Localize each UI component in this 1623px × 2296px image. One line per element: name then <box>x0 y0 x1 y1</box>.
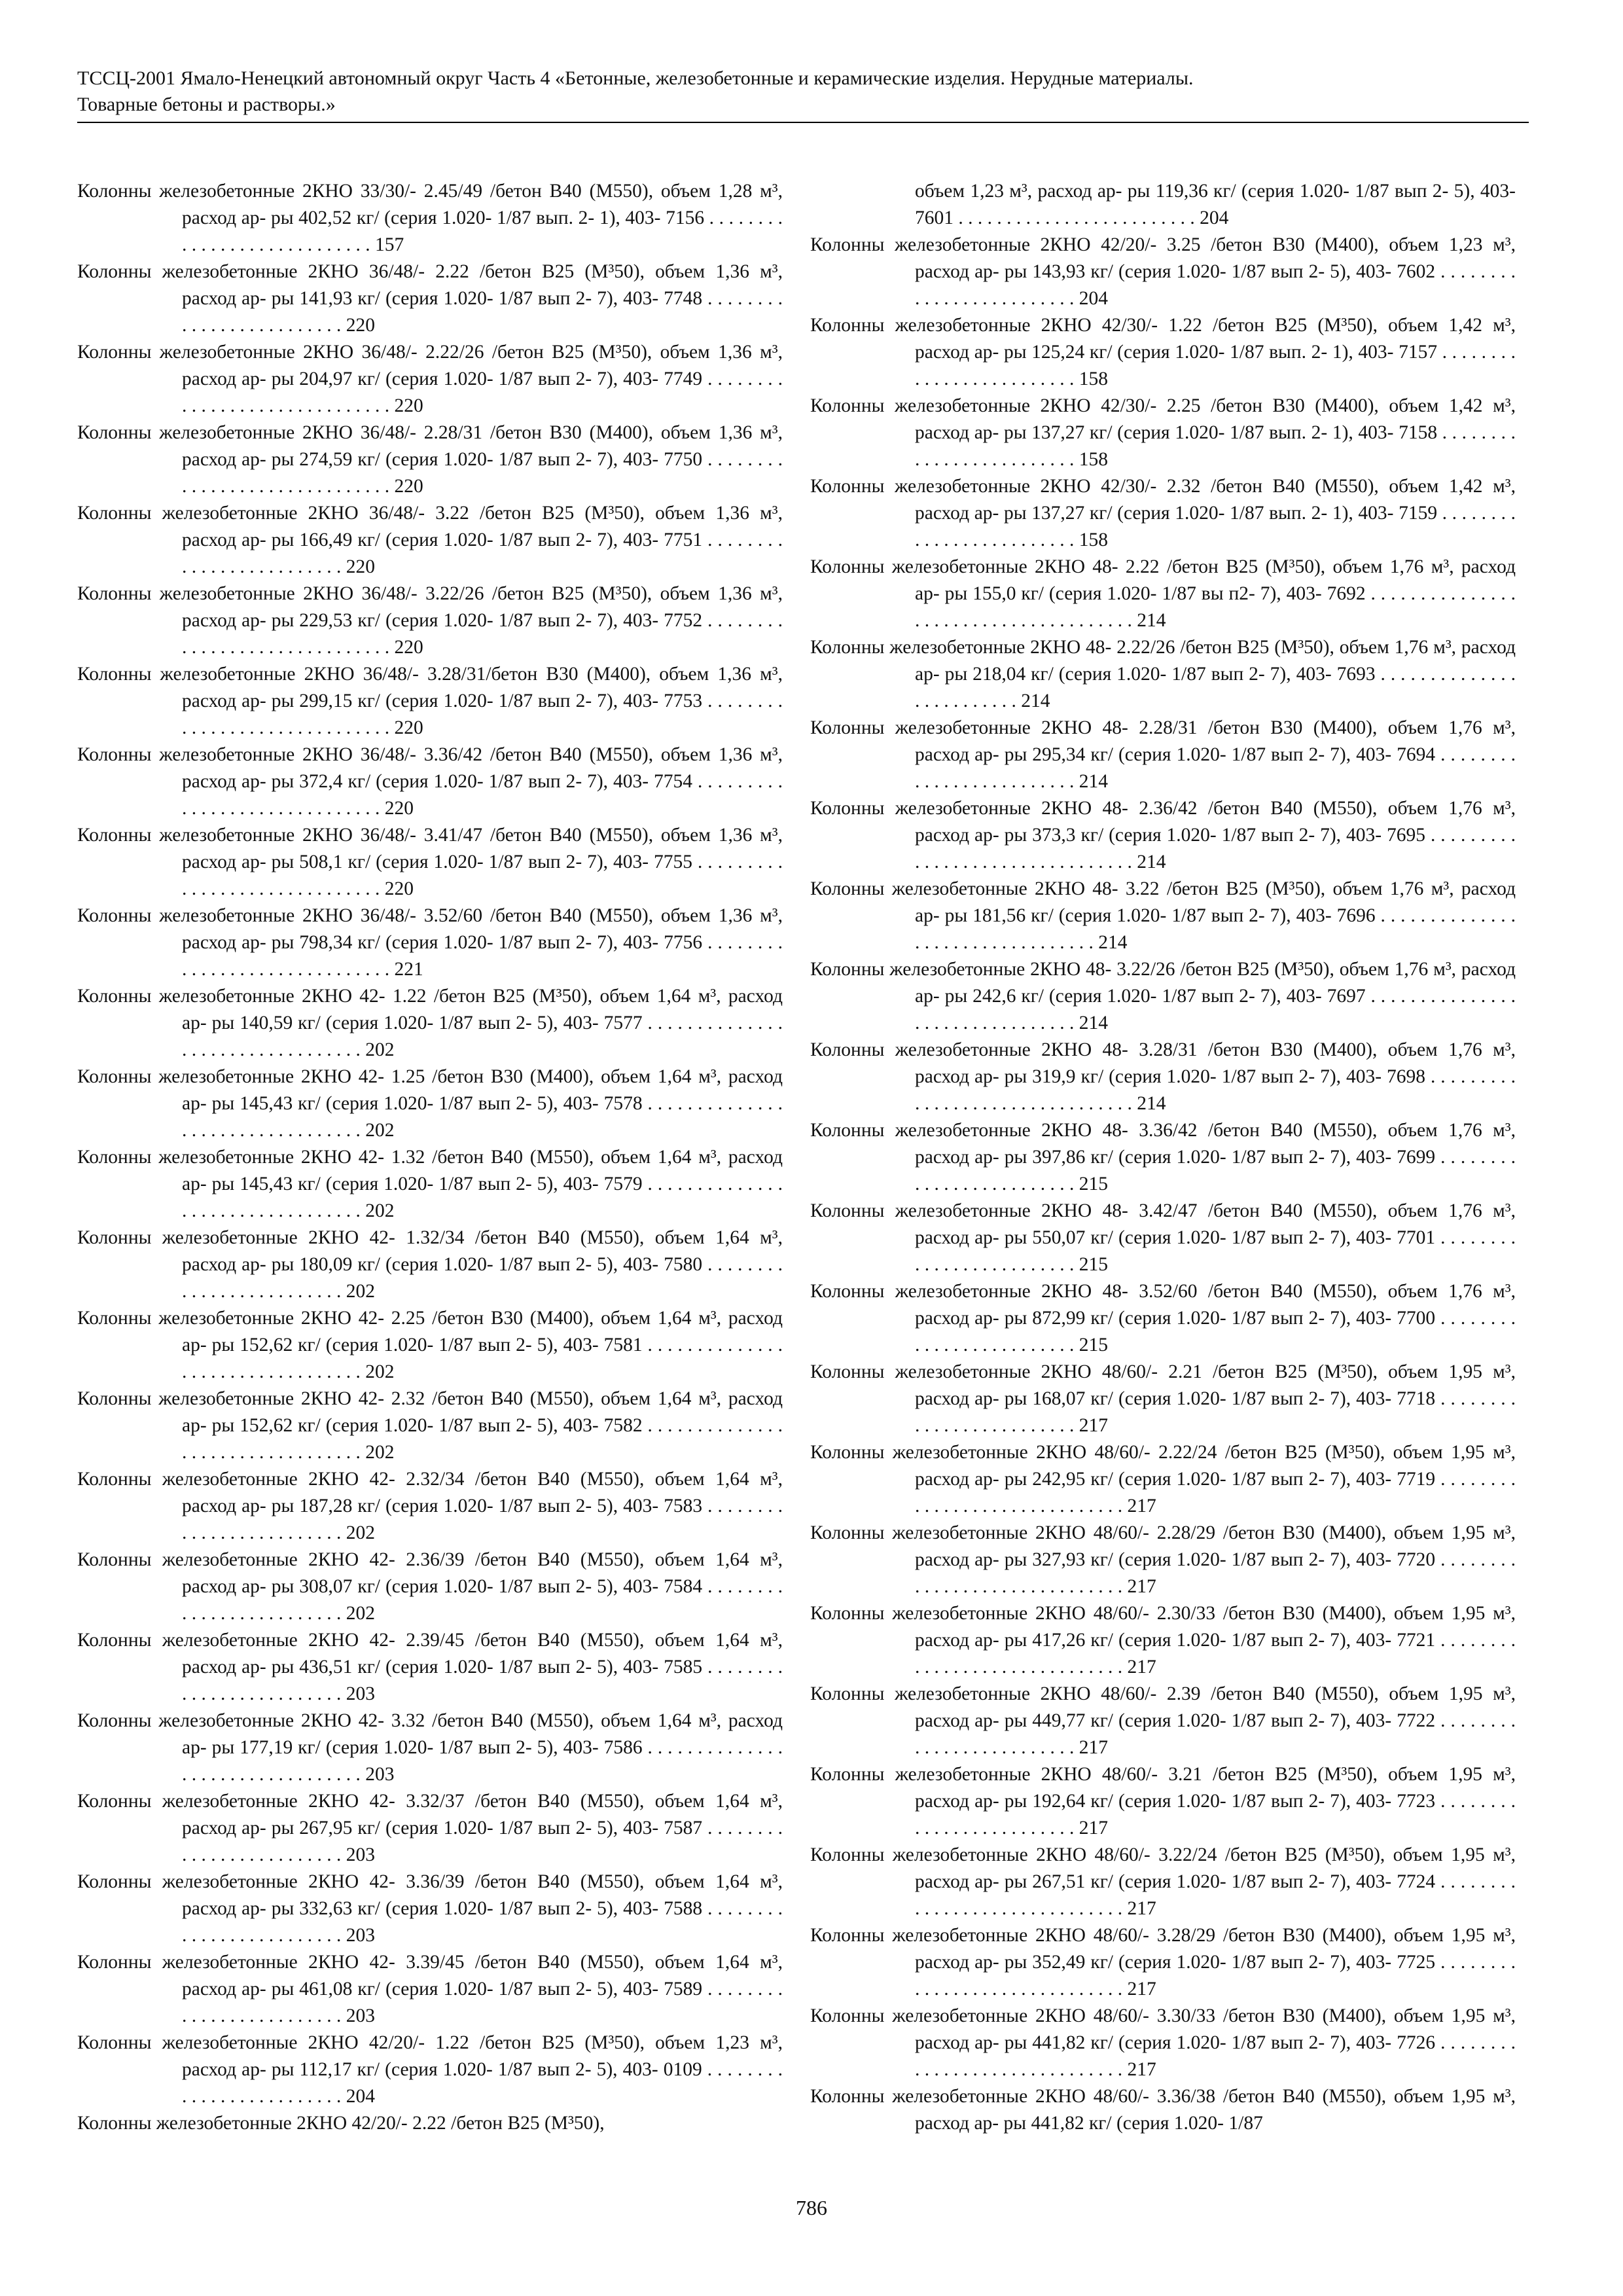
left-column <box>77 178 783 2137</box>
index-entry: Колонны железобетонные 2КНО 36/48/- 3.41/47 /бетон В40 (М550), объем 1,36 м³, расход ар- ры 508,1 кг/ (серия 1.020- 1/87 вып 2- 7), 403- 7755 . . . . . . . . . . . . . . . . . . . . . . . . . . . . . . 220 <box>77 825 783 899</box>
index-entry: Колонны железобетонные 2КНО 48- 2.22 /бетон В25 (М³50), объем 1,76 м³, расход ар- ры 155,0 кг/ (серия 1.020- 1/87 вы п2- 7), 403- 7692 . . . . . . . . . . . . . . . . . . . . . . . . . . . . . . . . . . . . . . 214 <box>810 556 1516 631</box>
index-entry: Колонны железобетонные 2КНО 42- 2.32/34 /бетон В40 (М550), объем 1,64 м³, расход ар- ры 187,28 кг/ (серия 1.020- 1/87 вып 2- 5), 403- 7583 . . . . . . . . . . . . . . . . . . . . . . . . . 202 <box>77 1469 783 1543</box>
header-title-line-2: Товарные бетоны и растворы.» <box>77 94 336 115</box>
index-entry: Колонны железобетонные 2КНО 48- 3.36/42 /бетон В40 (М550), объем 1,76 м³, расход ар- ры 397,86 кг/ (серия 1.020- 1/87 вып 2- 7), 403- 7699 . . . . . . . . . . . . . . . . . . . . . . . . . 215 <box>810 1120 1516 1194</box>
index-entry: Колонны железобетонные 2КНО 48- 3.22/26 /бетон В25 (М³50), объем 1,76 м³, расход ар- ры 242,6 кг/ (серия 1.020- 1/87 вып 2- 7), 403- 7697 . . . . . . . . . . . . . . . . . . . . . . . . . . . . . . . . 214 <box>810 959 1516 1033</box>
index-entry: Колонны железобетонные 2КНО 42/20/- 1.22 /бетон В25 (М³50), объем 1,23 м³, расход ар- ры 112,17 кг/ (серия 1.020- 1/87 вып 2- 5), 403- 0109 . . . . . . . . . . . . . . . . . . . . . . . . . 204 <box>77 2032 783 2107</box>
index-entry: Колонны железобетонные 2КНО 42- 3.32/37 /бетон В40 (М550), объем 1,64 м³, расход ар- ры 267,95 кг/ (серия 1.020- 1/87 вып 2- 5), 403- 7587 . . . . . . . . . . . . . . . . . . . . . . . . . 203 <box>77 1791 783 1865</box>
index-entry: Колонны железобетонные 2КНО 48- 3.28/31 /бетон В30 (М400), объем 1,76 м³, расход ар- ры 319,9 кг/ (серия 1.020- 1/87 вып 2- 7), 403- 7698 . . . . . . . . . . . . . . . . . . . . . . . . . . . . . . . . 214 <box>810 1039 1516 1114</box>
index-entry: Колонны железобетонные 2КНО 42/30/- 1.22 /бетон В25 (М³50), объем 1,42 м³, расход ар- ры 125,24 кг/ (серия 1.020- 1/87 вып. 2- 1), 403- 7157 . . . . . . . . . . . . . . . . . . . . . . . . . 158 <box>810 315 1516 389</box>
index-entry: Колонны железобетонные 2КНО 36/48/- 3.36/42 /бетон В40 (М550), объем 1,36 м³, расход ар- ры 372,4 кг/ (серия 1.020- 1/87 вып 2- 7), 403- 7754 . . . . . . . . . . . . . . . . . . . . . . . . . . . . . . 220 <box>77 744 783 819</box>
index-entry: Колонны железобетонные 2КНО 42- 3.39/45 /бетон В40 (М550), объем 1,64 м³, расход ар- ры 461,08 кг/ (серия 1.020- 1/87 вып 2- 5), 403- 7589 . . . . . . . . . . . . . . . . . . . . . . . . . 203 <box>77 1952 783 2026</box>
index-entry: Колонны железобетонные 2КНО 36/48/- 3.28/31/бетон В30 (М400), объем 1,36 м³, расход ар- ры 299,15 кг/ (серия 1.020- 1/87 вып 2- 7), 403- 7753 . . . . . . . . . . . . . . . . . . . . . . . . . . . . . . 220 <box>77 664 783 738</box>
index-entry: Колонны железобетонные 2КНО 48- 2.36/42 /бетон В40 (М550), объем 1,76 м³, расход ар- ры 373,3 кг/ (серия 1.020- 1/87 вып 2- 7), 403- 7695 . . . . . . . . . . . . . . . . . . . . . . . . . . . . . . . . 214 <box>810 798 1516 872</box>
index-entry: Колонны железобетонные 2КНО 36/48/- 3.22/26 /бетон В25 (М³50), объем 1,36 м³, расход ар- ры 229,53 кг/ (серия 1.020- 1/87 вып 2- 7), 403- 7752 . . . . . . . . . . . . . . . . . . . . . . . . . . . . . . 220 <box>77 583 783 658</box>
index-entry: Колонны железобетонные 2КНО 42/20/- 3.25 /бетон В30 (М400), объем 1,23 м³, расход ар- ры 143,93 кг/ (серия 1.020- 1/87 вып 2- 5), 403- 7602 . . . . . . . . . . . . . . . . . . . . . . . . . 204 <box>810 234 1516 309</box>
index-entry: Колонны железобетонные 2КНО 48/60/- 3.21 /бетон В25 (М³50), объем 1,95 м³, расход ар- ры 192,64 кг/ (серия 1.020- 1/87 вып 2- 7), 403- 7723 . . . . . . . . . . . . . . . . . . . . . . . . . 217 <box>810 1764 1516 1839</box>
index-entry: Колонны железобетонные 2КНО 36/48/- 2.22/26 /бетон В25 (М³50), объем 1,36 м³, расход ар- ры 204,97 кг/ (серия 1.020- 1/87 вып 2- 7), 403- 7749 . . . . . . . . . . . . . . . . . . . . . . . . . . . . . . 220 <box>77 342 783 416</box>
index-entry: Колонны железобетонные 2КНО 42- 2.39/45 /бетон В40 (М550), объем 1,64 м³, расход ар- ры 436,51 кг/ (серия 1.020- 1/87 вып 2- 5), 403- 7585 . . . . . . . . . . . . . . . . . . . . . . . . . 203 <box>77 1630 783 1704</box>
index-entry: Колонны железобетонные 2КНО 48/60/- 3.22/24 /бетон В25 (М³50), объем 1,95 м³, расход ар- ры 267,51 кг/ (серия 1.020- 1/87 вып 2- 7), 403- 7724 . . . . . . . . . . . . . . . . . . . . . . . . . . . . . . 217 <box>810 1844 1516 1919</box>
index-entry: Колонны железобетонные 2КНО 48/60/- 2.28/29 /бетон В30 (М400), объем 1,95 м³, расход ар- ры 327,93 кг/ (серия 1.020- 1/87 вып 2- 7), 403- 7720 . . . . . . . . . . . . . . . . . . . . . . . . . . . . . . 217 <box>810 1522 1516 1597</box>
index-entry: Колонны железобетонные 2КНО 48/60/- 3.30/33 /бетон В30 (М400), объем 1,95 м³, расход ар- ры 441,82 кг/ (серия 1.020- 1/87 вып 2- 7), 403- 7726 . . . . . . . . . . . . . . . . . . . . . . . . . . . . . . 217 <box>810 2005 1516 2080</box>
index-entry: Колонны железобетонные 2КНО 36/48/- 3.22 /бетон В25 (М³50), объем 1,36 м³, расход ар- ры 166,49 кг/ (серия 1.020- 1/87 вып 2- 7), 403- 7751 . . . . . . . . . . . . . . . . . . . . . . . . . 220 <box>77 503 783 577</box>
index-entry: Колонны железобетонные 2КНО 48- 3.42/47 /бетон В40 (М550), объем 1,76 м³, расход ар- ры 550,07 кг/ (серия 1.020- 1/87 вып 2- 7), 403- 7701 . . . . . . . . . . . . . . . . . . . . . . . . . 215 <box>810 1200 1516 1275</box>
index-entry: Колонны железобетонные 2КНО 42- 3.36/39 /бетон В40 (М550), объем 1,64 м³, расход ар- ры 332,63 кг/ (серия 1.020- 1/87 вып 2- 5), 403- 7588 . . . . . . . . . . . . . . . . . . . . . . . . . 203 <box>77 1871 783 1946</box>
index-entry: Колонны железобетонные 2КНО 36/48/- 3.52/60 /бетон В40 (М550), объем 1,36 м³, расход ар- ры 798,34 кг/ (серия 1.020- 1/87 вып 2- 7), 403- 7756 . . . . . . . . . . . . . . . . . . . . . . . . . . . . . . 221 <box>77 905 783 980</box>
index-entry: Колонны железобетонные 2КНО 48- 2.22/26 /бетон В25 (М³50), объем 1,76 м³, расход ар- ры 218,04 кг/ (серия 1.020- 1/87 вып 2- 7), 403- 7693 . . . . . . . . . . . . . . . . . . . . . . . . . 214 <box>810 637 1516 711</box>
index-entry: Колонны железобетонные 2КНО 48/60/- 2.39 /бетон В40 (М550), объем 1,95 м³, расход ар- ры 449,77 кг/ (серия 1.020- 1/87 вып 2- 7), 403- 7722 . . . . . . . . . . . . . . . . . . . . . . . . . 217 <box>810 1683 1516 1758</box>
index-entry: Колонны железобетонные 2КНО 42/30/- 2.32 /бетон В40 (М550), объем 1,42 м³, расход ар- ры 137,27 кг/ (серия 1.020- 1/87 вып. 2- 1), 403- 7159 . . . . . . . . . . . . . . . . . . . . . . . . . 158 <box>810 476 1516 550</box>
index-entry: Колонны железобетонные 2КНО 42- 2.25 /бетон В30 (М400), объем 1,64 м³, расход ар- ры 152,62 кг/ (серия 1.020- 1/87 вып 2- 5), 403- 7581 . . . . . . . . . . . . . . . . . . . . . . . . . . . . . . . . . 202 <box>77 1308 783 1382</box>
index-entry: Колонны железобетонные 2КНО 42- 1.32 /бетон В40 (М550), объем 1,64 м³, расход ар- ры 145,43 кг/ (серия 1.020- 1/87 вып 2- 5), 403- 7579 . . . . . . . . . . . . . . . . . . . . . . . . . . . . . . . . . 202 <box>77 1147 783 1221</box>
header-title-line-1: ТССЦ-2001 Ямало-Ненецкий автономный округ Часть 4 «Бетонные, железобетонные и керамические изделия. Нерудные материалы. <box>77 67 1194 89</box>
index-entry: Колонны железобетонные 2КНО 48/60/- 3.28/29 /бетон В30 (М400), объем 1,95 м³, расход ар- ры 352,49 кг/ (серия 1.020- 1/87 вып 2- 7), 403- 7725 . . . . . . . . . . . . . . . . . . . . . . . . . . . . . . 217 <box>810 1925 1516 2000</box>
index-entry: Колонны железобетонные 2КНО 42- 1.32/34 /бетон В40 (М550), объем 1,64 м³, расход ар- ры 180,09 кг/ (серия 1.020- 1/87 вып 2- 5), 403- 7580 . . . . . . . . . . . . . . . . . . . . . . . . . 202 <box>77 1227 783 1302</box>
index-entry: Колонны железобетонные 2КНО 42- 3.32 /бетон В40 (М550), объем 1,64 м³, расход ар- ры 177,19 кг/ (серия 1.020- 1/87 вып 2- 5), 403- 7586 . . . . . . . . . . . . . . . . . . . . . . . . . . . . . . . . . 203 <box>77 1710 783 1785</box>
index-entry: Колонны железобетонные 2КНО 36/48/- 2.22 /бетон В25 (М³50), объем 1,36 м³, расход ар- ры 141,93 кг/ (серия 1.020- 1/87 вып 2- 7), 403- 7748 . . . . . . . . . . . . . . . . . . . . . . . . . 220 <box>77 261 783 336</box>
index-entry: Колонны железобетонные 2КНО 48/60/- 2.22/24 /бетон В25 (М³50), объем 1,95 м³, расход ар- ры 242,95 кг/ (серия 1.020- 1/87 вып 2- 7), 403- 7719 . . . . . . . . . . . . . . . . . . . . . . . . . . . . . . 217 <box>810 1442 1516 1516</box>
index-entry: Колонны железобетонные 2КНО 42- 1.22 /бетон В25 (М³50), объем 1,64 м³, расход ар- ры 140,59 кг/ (серия 1.020- 1/87 вып 2- 5), 403- 7577 . . . . . . . . . . . . . . . . . . . . . . . . . . . . . . . . . 202 <box>77 986 783 1060</box>
page-header <box>77 65 1529 123</box>
index-entry: Колонны железобетонные 2КНО 42- 2.36/39 /бетон В40 (М550), объем 1,64 м³, расход ар- ры 308,07 кг/ (серия 1.020- 1/87 вып 2- 5), 403- 7584 . . . . . . . . . . . . . . . . . . . . . . . . . 202 <box>77 1549 783 1624</box>
index-entry-continuation: объем 1,23 м³, расход ар- ры 119,36 кг/ (серия 1.020- 1/87 вып 2- 5), 403- 7601 . . . . . . . . . . . . . . . . . . . . . . . . . 204 <box>915 181 1516 228</box>
index-entry: Колонны железобетонные 2КНО 42- 1.25 /бетон В30 (М400), объем 1,64 м³, расход ар- ры 145,43 кг/ (серия 1.020- 1/87 вып 2- 5), 403- 7578 . . . . . . . . . . . . . . . . . . . . . . . . . . . . . . . . . 202 <box>77 1066 783 1141</box>
index-entry: Колонны железобетонные 2КНО 42/30/- 2.25 /бетон В30 (М400), объем 1,42 м³, расход ар- ры 137,27 кг/ (серия 1.020- 1/87 вып. 2- 1), 403- 7158 . . . . . . . . . . . . . . . . . . . . . . . . . 158 <box>810 395 1516 470</box>
index-entry: Колонны железобетонные 2КНО 48/60/- 2.21 /бетон В25 (М³50), объем 1,95 м³, расход ар- ры 168,07 кг/ (серия 1.020- 1/87 вып 2- 7), 403- 7718 . . . . . . . . . . . . . . . . . . . . . . . . . 217 <box>810 1361 1516 1436</box>
index-entry: Колонны железобетонные 2КНО 48- 3.22 /бетон В25 (М³50), объем 1,76 м³, расход ар- ры 181,56 кг/ (серия 1.020- 1/87 вып 2- 7), 403- 7696 . . . . . . . . . . . . . . . . . . . . . . . . . . . . . . . . . 214 <box>810 878 1516 953</box>
index-entry: Колонны железобетонные 2КНО 48/60/- 3.36/38 /бетон В40 (М550), объем 1,95 м³, расход ар- ры 441,82 кг/ (серия 1.020- 1/87 <box>810 2086 1516 2134</box>
right-column <box>810 178 1516 2137</box>
index-entry: Колонны железобетонные 2КНО 36/48/- 2.28/31 /бетон В30 (М400), объем 1,36 м³, расход ар- ры 274,59 кг/ (серия 1.020- 1/87 вып 2- 7), 403- 7750 . . . . . . . . . . . . . . . . . . . . . . . . . . . . . . 220 <box>77 422 783 497</box>
index-entry: Колонны железобетонные 2КНО 33/30/- 2.45/49 /бетон В40 (М550), объем 1,28 м³, расход ар- ры 402,52 кг/ (серия 1.020- 1/87 вып. 2- 1), 403- 7156 . . . . . . . . . . . . . . . . . . . . . . . . . . . . 157 <box>77 181 783 255</box>
index-entry: Колонны железобетонные 2КНО 48- 3.52/60 /бетон В40 (М550), объем 1,76 м³, расход ар- ры 872,99 кг/ (серия 1.020- 1/87 вып 2- 7), 403- 7700 . . . . . . . . . . . . . . . . . . . . . . . . . 215 <box>810 1281 1516 1355</box>
index-entry: Колонны железобетонные 2КНО 48- 2.28/31 /бетон В30 (М400), объем 1,76 м³, расход ар- ры 295,34 кг/ (серия 1.020- 1/87 вып 2- 7), 403- 7694 . . . . . . . . . . . . . . . . . . . . . . . . . 214 <box>810 717 1516 792</box>
index-entry: Колонны железобетонные 2КНО 42- 2.32 /бетон В40 (М550), объем 1,64 м³, расход ар- ры 152,62 кг/ (серия 1.020- 1/87 вып 2- 5), 403- 7582 . . . . . . . . . . . . . . . . . . . . . . . . . . . . . . . . . 202 <box>77 1388 783 1463</box>
index-entry: Колонны железобетонные 2КНО 42/20/- 2.22 /бетон В25 (М³50), <box>77 2113 605 2134</box>
page-number: 786 <box>796 2196 827 2219</box>
index-entry: Колонны железобетонные 2КНО 48/60/- 2.30/33 /бетон В30 (М400), объем 1,95 м³, расход ар- ры 417,26 кг/ (серия 1.020- 1/87 вып 2- 7), 403- 7721 . . . . . . . . . . . . . . . . . . . . . . . . . . . . . . 217 <box>810 1603 1516 1677</box>
